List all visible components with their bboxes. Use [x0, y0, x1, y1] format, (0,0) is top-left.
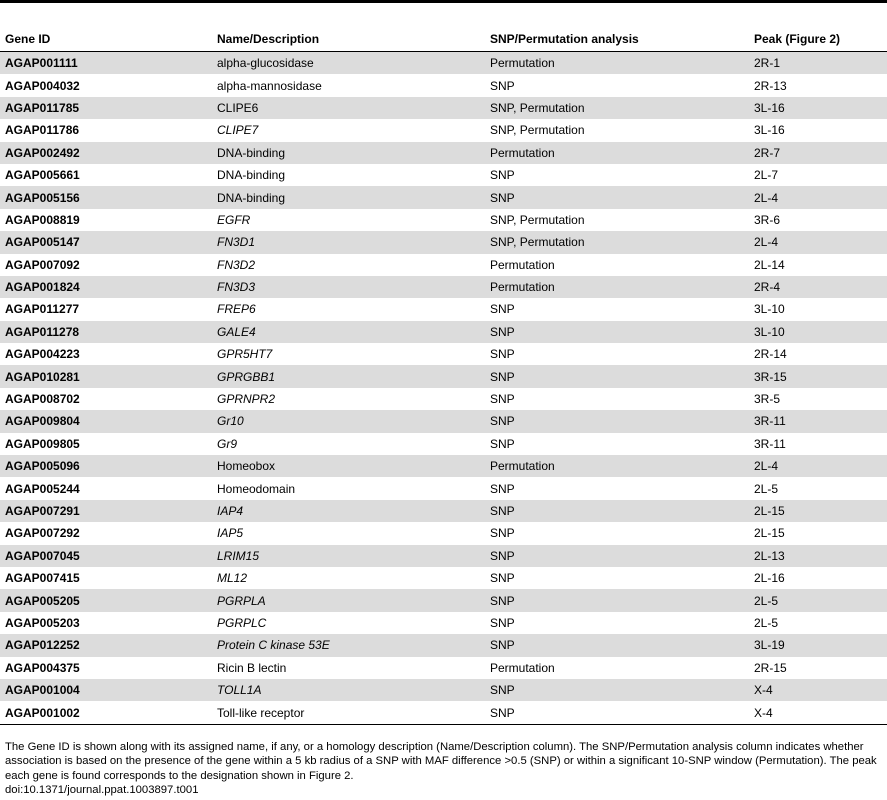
analysis-cell: SNP	[485, 589, 749, 611]
gene-table	[0, 27, 887, 725]
name-cell: CLIPE6	[212, 97, 485, 119]
table-row	[0, 209, 887, 231]
analysis-cell: SNP	[490, 347, 515, 362]
table-body	[0, 52, 887, 725]
peak-cell: 3L-16	[749, 97, 887, 119]
analysis-cell: SNP	[490, 392, 515, 407]
analysis-cell: Permutation	[485, 142, 749, 164]
peak-cell: 3R-15	[749, 365, 887, 387]
analysis-cell: SNP	[485, 186, 749, 208]
table-row	[0, 142, 887, 164]
name-cell: PGRPLC	[217, 615, 267, 630]
name-cell: CLIPE7	[217, 123, 259, 138]
table-row	[0, 186, 887, 208]
name-cell: DNA-binding	[212, 186, 485, 208]
name-cell: Ricin B lectin	[217, 660, 287, 675]
name-cell: Homeodomain	[217, 481, 296, 496]
gene-id-cell: AGAP007292	[5, 526, 80, 541]
peak-cell: X-4	[749, 701, 887, 724]
peak-cell: 2L-14	[754, 257, 785, 272]
peak-cell: 3L-10	[754, 302, 785, 317]
gene-id-cell: AGAP008819	[5, 212, 80, 227]
peak-cell: 3L-10	[749, 321, 887, 343]
name-cell: GPR5HT7	[217, 347, 273, 362]
analysis-cell: SNP, Permutation	[490, 212, 585, 227]
gene-id-cell: AGAP008702	[5, 392, 80, 407]
name-cell: FN3D2	[217, 257, 256, 272]
table-row	[0, 343, 887, 365]
table-row	[0, 97, 887, 119]
name-cell: LRIM15	[212, 545, 485, 567]
gene-id-cell: AGAP007291	[0, 500, 212, 522]
table-row	[0, 455, 887, 477]
gene-id-cell: AGAP011786	[5, 123, 80, 138]
name-cell: GPRGBB1	[212, 365, 485, 387]
gene-id-cell: AGAP001002	[0, 701, 212, 724]
gene-id-cell: AGAP005203	[5, 615, 80, 630]
name-cell: FN3D3	[212, 276, 485, 298]
gene-id-cell: AGAP012252	[0, 634, 212, 656]
footnote-text: The Gene ID is shown along with its assigned name, if any, or a homology description (Name/Description column). The SNP/Permutation analysis column indicates whether association is based on the presence of the gene within a 5 kb radius of a SNP with MAF difference >0.5 (SNP) or within a significant 10-SNP window (Permutation). The peak each gene is found corresponds to the designation shown in Figure 2.	[5, 741, 877, 782]
table-row	[0, 612, 887, 634]
gene-id-cell: AGAP005244	[5, 481, 80, 496]
peak-cell: 2L-13	[749, 545, 887, 567]
peak-cell: 3R-11	[749, 410, 887, 432]
gene-id-cell: AGAP011785	[0, 97, 212, 119]
analysis-cell: SNP	[485, 410, 749, 432]
analysis-cell: SNP	[490, 615, 515, 630]
peak-cell: 3R-6	[754, 212, 781, 227]
analysis-cell: SNP	[490, 526, 515, 541]
table-row	[0, 657, 887, 679]
name-cell: FN3D1	[212, 231, 485, 253]
name-cell: Homeobox	[212, 455, 485, 477]
gene-id-cell: AGAP001004	[0, 679, 212, 701]
gene-id-cell: AGAP001824	[0, 276, 212, 298]
analysis-cell: SNP	[485, 545, 749, 567]
table-row	[0, 388, 887, 410]
peak-cell: 2L-15	[754, 526, 785, 541]
gene-id-cell: AGAP007045	[0, 545, 212, 567]
table-top-rule	[0, 0, 887, 3]
header-analysis: SNP/Permutation analysis	[485, 27, 749, 52]
header-gene-id: Gene ID	[0, 27, 212, 52]
table-row	[0, 477, 887, 499]
peak-cell: X-4	[749, 679, 887, 701]
table-row	[0, 231, 887, 253]
analysis-cell: Permutation	[490, 660, 555, 675]
analysis-cell: SNP	[490, 481, 515, 496]
analysis-cell: SNP	[490, 571, 515, 586]
peak-cell: 3L-16	[754, 123, 785, 138]
table-row	[0, 74, 887, 96]
analysis-cell: SNP	[490, 436, 515, 451]
header-peak: Peak (Figure 2)	[749, 27, 887, 52]
peak-cell: 2L-4	[749, 455, 887, 477]
peak-cell: 2L-4	[749, 186, 887, 208]
analysis-cell: Permutation	[490, 257, 555, 272]
peak-cell: 2R-14	[754, 347, 787, 362]
name-cell: EGFR	[217, 212, 251, 227]
gene-id-cell: AGAP009805	[5, 436, 80, 451]
analysis-cell: SNP	[490, 302, 515, 317]
table-row	[0, 410, 887, 432]
name-cell: Gr10	[212, 410, 485, 432]
name-cell: DNA-binding	[212, 142, 485, 164]
name-cell: GALE4	[212, 321, 485, 343]
name-cell: GPRNPR2	[217, 392, 276, 407]
name-cell: PGRPLA	[212, 589, 485, 611]
analysis-cell: SNP	[485, 701, 749, 724]
name-cell: Gr9	[217, 436, 238, 451]
gene-id-cell: AGAP011277	[5, 302, 80, 317]
doi-text: doi:10.1371/journal.ppat.1003897.t001	[5, 784, 199, 797]
peak-cell: 2L-7	[754, 168, 779, 183]
name-cell: DNA-binding	[217, 168, 286, 183]
peak-cell: 2L-5	[749, 589, 887, 611]
table-row	[0, 365, 887, 387]
gene-id-cell: AGAP005661	[5, 168, 80, 183]
name-cell: alpha-mannosidase	[217, 78, 322, 93]
table-row	[0, 679, 887, 701]
gene-id-cell: AGAP004223	[5, 347, 80, 362]
peak-cell: 2L-5	[754, 615, 779, 630]
gene-id-cell: AGAP009804	[0, 410, 212, 432]
table-row	[0, 321, 887, 343]
analysis-cell: SNP, Permutation	[485, 231, 749, 253]
table-row	[0, 164, 887, 186]
gene-id-cell: AGAP007092	[5, 257, 80, 272]
peak-cell: 2L-15	[749, 500, 887, 522]
gene-id-cell: AGAP001111	[0, 52, 212, 75]
peak-cell: 2L-16	[754, 571, 785, 586]
analysis-cell: SNP	[485, 500, 749, 522]
peak-cell: 2L-4	[749, 231, 887, 253]
table-row	[0, 545, 887, 567]
peak-cell: 3R-11	[754, 436, 786, 451]
table-row	[0, 522, 887, 544]
analysis-cell: SNP	[485, 365, 749, 387]
analysis-cell: SNP	[485, 321, 749, 343]
table-row	[0, 589, 887, 611]
table-row	[0, 567, 887, 589]
gene-id-cell: AGAP002492	[0, 142, 212, 164]
analysis-cell: Permutation	[485, 276, 749, 298]
table-row	[0, 298, 887, 320]
table-row	[0, 119, 887, 141]
analysis-cell: SNP	[485, 679, 749, 701]
analysis-cell: SNP	[490, 78, 515, 93]
name-cell: Toll-like receptor	[212, 701, 485, 724]
gene-id-cell: AGAP005156	[0, 186, 212, 208]
name-cell: alpha-glucosidase	[212, 52, 485, 75]
peak-cell: 2L-5	[754, 481, 779, 496]
name-cell: IAP4	[212, 500, 485, 522]
gene-id-cell: AGAP004032	[5, 78, 80, 93]
gene-id-cell: AGAP005147	[0, 231, 212, 253]
header-name-description: Name/Description	[212, 27, 485, 52]
analysis-cell: SNP, Permutation	[485, 97, 749, 119]
peak-cell: 3R-5	[754, 392, 781, 407]
analysis-cell: SNP, Permutation	[490, 123, 585, 138]
table-row	[0, 634, 887, 656]
header-row	[0, 27, 887, 52]
name-cell: TOLL1A	[212, 679, 485, 701]
analysis-cell: Permutation	[485, 455, 749, 477]
peak-cell: 2R-7	[749, 142, 887, 164]
analysis-cell: SNP	[490, 168, 515, 183]
table-row	[0, 433, 887, 455]
analysis-cell: Permutation	[485, 52, 749, 75]
name-cell: IAP5	[217, 526, 244, 541]
peak-cell: 3L-19	[749, 634, 887, 656]
gene-id-cell: AGAP005096	[0, 455, 212, 477]
gene-id-cell: AGAP004375	[5, 660, 80, 675]
gene-id-cell: AGAP010281	[0, 365, 212, 387]
table-header	[0, 27, 887, 52]
gene-id-cell: AGAP005205	[0, 589, 212, 611]
analysis-cell: SNP	[485, 634, 749, 656]
table-row	[0, 52, 887, 75]
table-row	[0, 701, 887, 724]
name-cell: ML12	[217, 571, 248, 586]
name-cell: Protein C kinase 53E	[212, 634, 485, 656]
peak-cell: 2R-1	[749, 52, 887, 75]
table-row	[0, 276, 887, 298]
gene-id-cell: AGAP007415	[5, 571, 80, 586]
peak-cell: 2R-15	[754, 660, 787, 675]
table-footnote	[5, 740, 883, 798]
peak-cell: 2R-13	[754, 78, 787, 93]
table-row	[0, 500, 887, 522]
name-cell: FREP6	[217, 302, 256, 317]
peak-cell: 2R-4	[749, 276, 887, 298]
gene-id-cell: AGAP011278	[0, 321, 212, 343]
table-row	[0, 254, 887, 276]
